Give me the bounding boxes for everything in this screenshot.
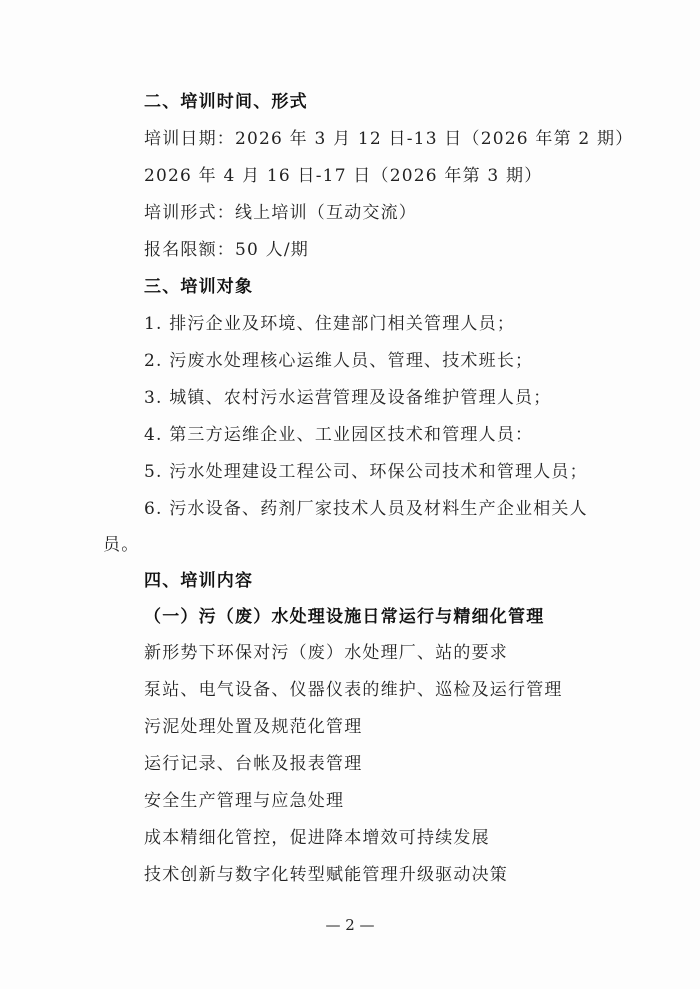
content-topic-7: 技术创新与数字化转型赋能管理升级驱动决策: [144, 865, 508, 885]
content-topic-6: 成本精细化管控，促进降本增效可持续发展: [144, 828, 490, 848]
audience-item-3: 3. 城镇、农村污水运营管理及设备维护管理人员；: [144, 388, 552, 408]
section-3-heading: 三、培训对象: [144, 277, 254, 297]
training-format: 培训形式：线上培训（互动交流）: [144, 203, 417, 223]
audience-item-2: 2. 污废水处理核心运维人员、管理、技术班长；: [144, 351, 534, 371]
page-number: — 2 —: [325, 916, 375, 934]
audience-item-4: 4. 第三方运维企业、工业园区技术和管理人员：: [144, 425, 534, 445]
content-topic-5: 安全生产管理与应急处理: [144, 791, 345, 811]
enrollment-quota: 报名限额：50 人/期: [144, 240, 309, 260]
section-4-heading: 四、培训内容: [144, 571, 254, 591]
content-topic-2: 泵站、电气设备、仪器仪表的维护、巡检及运行管理: [144, 680, 563, 700]
content-topic-3: 污泥处理处置及规范化管理: [144, 717, 363, 737]
section-2-heading: 二、培训时间、形式: [144, 92, 308, 112]
training-date-line-1: 培训日期：2026 年 3 月 12 日-13 日（2026 年第 2 期）: [144, 129, 634, 149]
content-topic-4: 运行记录、台帐及报表管理: [144, 754, 363, 774]
section-4-subheading: （一）污（废）水处理设施日常运行与精细化管理: [144, 607, 545, 627]
content-topic-1: 新形势下环保对污（废）水处理厂、站的要求: [144, 643, 508, 663]
audience-item-5: 5. 污水处理建设工程公司、环保公司技术和管理人员；: [144, 462, 588, 482]
training-date-line-2: 2026 年 4 月 16 日-17 日（2026 年第 3 期）: [144, 166, 543, 186]
audience-item-6-continuation: 员。: [103, 535, 140, 555]
audience-item-6: 6. 污水设备、药剂厂家技术人员及材料生产企业相关人: [144, 499, 588, 519]
audience-item-1: 1. 排污企业及环境、住建部门相关管理人员；: [144, 314, 516, 334]
